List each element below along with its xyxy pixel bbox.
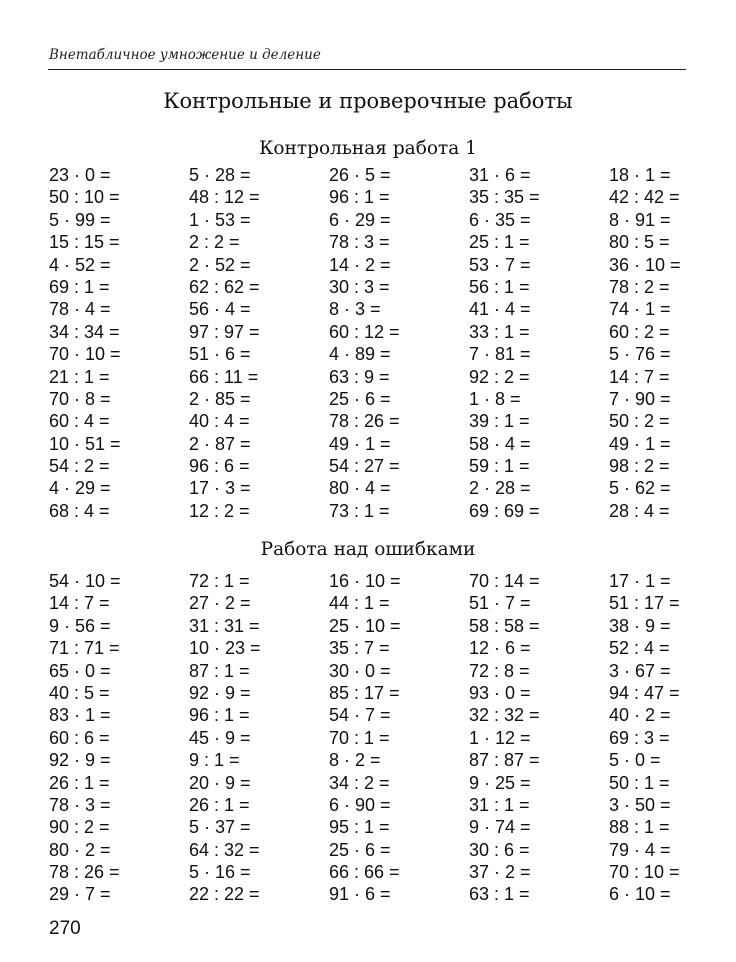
exercise-item: 60 : 2 =: [609, 321, 670, 342]
exercise-item: 51 · 7 =: [469, 593, 531, 614]
exercise-item: 79 · 4 =: [609, 839, 671, 860]
exercise-item: 50 : 2 =: [609, 411, 670, 432]
exercise-item: 37 · 2 =: [469, 862, 531, 883]
exercise-item: 90 : 2 =: [49, 817, 110, 838]
exercise-item: 2 · 52 =: [189, 254, 251, 275]
exercise-item: 18 · 1 =: [609, 165, 671, 185]
exercise-item: 59 : 1 =: [469, 456, 530, 477]
exercise-item: 83 · 1 =: [49, 705, 111, 726]
exercise-item: 25 · 6 =: [329, 388, 391, 409]
exercise-item: 50 : 1 =: [609, 772, 670, 793]
exercise-item: 5 · 28 =: [189, 165, 251, 185]
exercise-item: 40 · 2 =: [609, 705, 671, 726]
exercise-item: 54 · 10 =: [49, 571, 121, 591]
exercise-item: 80 · 4 =: [329, 478, 391, 499]
exercise-item: 73 : 1 =: [329, 500, 390, 521]
exercise-item: 26 : 1 =: [189, 794, 250, 815]
exercise-item: 10 · 23 =: [189, 638, 261, 659]
exercise-item: 36 · 10 =: [609, 254, 681, 275]
page-title: Контрольные и проверочные работы: [163, 89, 573, 113]
exercise-item: 12 · 6 =: [469, 638, 531, 659]
exercise-item: 54 : 2 =: [49, 456, 110, 477]
exercise-item: 74 · 1 =: [609, 299, 671, 320]
section-title-test-1: Контрольная работа 1: [259, 138, 477, 159]
exercise-item: 51 · 6 =: [189, 344, 251, 365]
exercise-item: 38 · 9 =: [609, 615, 671, 636]
section-title-error-work: Работа над ошибками: [260, 539, 476, 560]
exercise-item: 70 : 1 =: [329, 727, 390, 748]
exercise-item: 40 : 5 =: [49, 682, 110, 703]
exercise-item: 71 : 71 =: [49, 638, 120, 659]
exercise-item: 20 · 9 =: [189, 772, 251, 793]
exercise-item: 63 : 1 =: [469, 884, 530, 905]
exercise-item: 60 : 6 =: [49, 727, 110, 748]
exercise-item: 6 · 90 =: [329, 794, 391, 815]
exercise-item: 5 · 0 =: [609, 750, 661, 771]
exercise-item: 69 : 69 =: [469, 500, 540, 521]
exercise-item: 39 : 1 =: [469, 411, 530, 432]
exercise-item: 97 : 97 =: [189, 321, 260, 342]
exercise-item: 98 : 2 =: [609, 456, 670, 477]
exercise-item: 31 : 1 =: [469, 794, 530, 815]
exercise-item: 9 · 74 =: [469, 817, 531, 838]
exercise-item: 70 : 14 =: [469, 571, 540, 591]
exercise-item: 30 : 3 =: [329, 276, 390, 297]
exercise-item: 10 · 51 =: [49, 433, 121, 454]
exercise-item: 14 · 2 =: [329, 254, 391, 275]
exercise-item: 60 : 12 =: [329, 321, 400, 342]
exercise-item: 30 : 6 =: [469, 839, 530, 860]
exercise-item: 4 · 29 =: [49, 478, 111, 499]
exercise-item: 6 · 29 =: [329, 209, 391, 230]
exercise-item: 70 · 8 =: [49, 388, 111, 409]
exercise-item: 80 · 2 =: [49, 839, 111, 860]
exercise-item: 14 : 7 =: [609, 366, 670, 387]
exercise-item: 1 · 8 =: [469, 388, 521, 409]
exercise-item: 92 : 2 =: [469, 366, 530, 387]
exercise-item: 72 : 8 =: [469, 660, 530, 681]
exercise-item: 14 : 7 =: [49, 593, 110, 614]
exercise-item: 32 : 32 =: [469, 705, 540, 726]
exercise-item: 3 · 50 =: [609, 794, 671, 815]
exercise-item: 9 · 25 =: [469, 772, 531, 793]
exercise-item: 58 · 4 =: [469, 433, 531, 454]
exercise-item: 63 : 9 =: [329, 366, 390, 387]
exercise-item: 92 · 9 =: [189, 682, 251, 703]
exercise-item: 41 · 4 =: [469, 299, 531, 320]
exercise-item: 69 : 1 =: [49, 276, 110, 297]
exercise-item: 17 · 3 =: [189, 478, 251, 499]
exercise-item: 56 : 1 =: [469, 276, 530, 297]
exercise-item: 35 : 7 =: [329, 638, 390, 659]
exercise-item: 8 · 3 =: [329, 299, 381, 320]
exercise-grid-error-work: [49, 570, 709, 906]
exercise-item: 34 : 2 =: [329, 772, 390, 793]
exercise-item: 2 : 2 =: [189, 232, 240, 253]
exercise-item: 78 · 3 =: [49, 794, 111, 815]
exercise-item: 7 · 81 =: [469, 344, 531, 365]
running-header: Внетабличное умножение и деление: [49, 47, 321, 63]
exercise-item: 35 : 35 =: [469, 187, 540, 208]
exercise-item: 25 · 10 =: [329, 615, 401, 636]
exercise-item: 78 · 4 =: [49, 299, 111, 320]
exercise-item: 5 · 76 =: [609, 344, 671, 365]
exercise-item: 65 · 0 =: [49, 660, 111, 681]
exercise-item: 96 : 6 =: [189, 456, 250, 477]
exercise-item: 30 · 0 =: [329, 660, 391, 681]
exercise-item: 31 : 31 =: [189, 615, 260, 636]
exercise-item: 49 · 1 =: [329, 433, 391, 454]
exercise-item: 94 : 47 =: [609, 682, 680, 703]
exercise-item: 49 · 1 =: [609, 433, 671, 454]
exercise-item: 78 : 2 =: [609, 276, 670, 297]
exercise-item: 4 · 89 =: [329, 344, 391, 365]
exercise-item: 78 : 26 =: [329, 411, 400, 432]
exercise-item: 87 : 1 =: [189, 660, 250, 681]
exercise-item: 9 : 1 =: [189, 750, 240, 771]
exercise-item: 78 : 26 =: [49, 862, 120, 883]
exercise-item: 70 : 10 =: [609, 862, 680, 883]
exercise-item: 34 : 34 =: [49, 321, 120, 342]
exercise-item: 87 : 87 =: [469, 750, 540, 771]
exercise-item: 69 : 3 =: [609, 727, 670, 748]
exercise-item: 92 · 9 =: [49, 750, 111, 771]
exercise-item: 40 : 4 =: [189, 411, 250, 432]
exercise-item: 42 : 42 =: [609, 187, 680, 208]
exercise-item: 54 : 27 =: [329, 456, 400, 477]
exercise-item: 1 · 53 =: [189, 209, 251, 230]
exercise-item: 85 : 17 =: [329, 682, 400, 703]
exercise-item: 6 · 35 =: [469, 209, 531, 230]
exercise-item: 6 · 10 =: [609, 884, 671, 905]
exercise-item: 33 : 1 =: [469, 321, 530, 342]
exercise-item: 5 · 16 =: [189, 862, 251, 883]
exercise-item: 2 · 28 =: [469, 478, 531, 499]
exercise-item: 2 · 87 =: [189, 433, 251, 454]
exercise-item: 3 · 67 =: [609, 660, 671, 681]
header-divider: [48, 69, 686, 70]
exercise-item: 54 · 7 =: [329, 705, 391, 726]
exercise-item: 68 : 4 =: [49, 500, 110, 521]
exercise-item: 62 : 62 =: [189, 276, 260, 297]
exercise-item: 12 : 2 =: [189, 500, 250, 521]
exercise-item: 93 · 0 =: [469, 682, 531, 703]
exercise-item: 29 · 7 =: [49, 884, 111, 905]
exercise-item: 96 : 1 =: [189, 705, 250, 726]
exercise-item: 25 : 1 =: [469, 232, 530, 253]
exercise-item: 5 · 37 =: [189, 817, 251, 838]
exercise-item: 60 : 4 =: [49, 411, 110, 432]
exercise-item: 45 · 9 =: [189, 727, 251, 748]
exercise-item: 15 : 15 =: [49, 232, 120, 253]
exercise-item: 26 · 5 =: [329, 165, 391, 185]
exercise-item: 7 · 90 =: [609, 388, 671, 409]
exercise-item: 58 : 58 =: [469, 615, 540, 636]
exercise-item: 8 · 91 =: [609, 209, 671, 230]
exercise-item: 21 : 1 =: [49, 366, 110, 387]
exercise-item: 52 : 4 =: [609, 638, 670, 659]
exercise-item: 70 · 10 =: [49, 344, 121, 365]
exercise-item: 1 · 12 =: [469, 727, 531, 748]
exercise-item: 17 · 1 =: [609, 571, 671, 591]
exercise-item: 96 : 1 =: [329, 187, 390, 208]
exercise-item: 95 : 1 =: [329, 817, 390, 838]
exercise-item: 88 : 1 =: [609, 817, 670, 838]
exercise-item: 2 · 85 =: [189, 388, 251, 409]
exercise-item: 78 : 3 =: [329, 232, 390, 253]
exercise-item: 26 : 1 =: [49, 772, 110, 793]
exercise-item: 22 : 22 =: [189, 884, 260, 905]
exercise-item: 31 · 6 =: [469, 165, 531, 185]
exercise-item: 56 · 4 =: [189, 299, 251, 320]
exercise-item: 28 : 4 =: [609, 500, 670, 521]
exercise-item: 91 · 6 =: [329, 884, 391, 905]
exercise-item: 48 : 12 =: [189, 187, 260, 208]
exercise-item: 72 : 1 =: [189, 571, 250, 591]
exercise-item: 16 · 10 =: [329, 571, 401, 591]
exercise-item: 64 : 32 =: [189, 839, 260, 860]
page-number: 270: [49, 918, 81, 939]
exercise-item: 53 · 7 =: [469, 254, 531, 275]
exercise-item: 44 : 1 =: [329, 593, 390, 614]
exercise-item: 9 · 56 =: [49, 615, 111, 636]
exercise-item: 27 · 2 =: [189, 593, 251, 614]
exercise-item: 8 · 2 =: [329, 750, 381, 771]
exercise-item: 25 · 6 =: [329, 839, 391, 860]
exercise-item: 66 : 11 =: [189, 366, 259, 387]
exercise-item: 80 : 5 =: [609, 232, 670, 253]
exercise-item: 4 · 52 =: [49, 254, 111, 275]
exercise-item: 51 : 17 =: [609, 593, 680, 614]
exercise-item: 50 : 10 =: [49, 187, 120, 208]
exercise-item: 5 · 62 =: [609, 478, 671, 499]
exercise-item: 66 : 66 =: [329, 862, 400, 883]
exercise-item: 23 · 0 =: [49, 165, 111, 185]
exercise-grid-test-1: [49, 164, 709, 522]
exercise-item: 5 · 99 =: [49, 209, 111, 230]
